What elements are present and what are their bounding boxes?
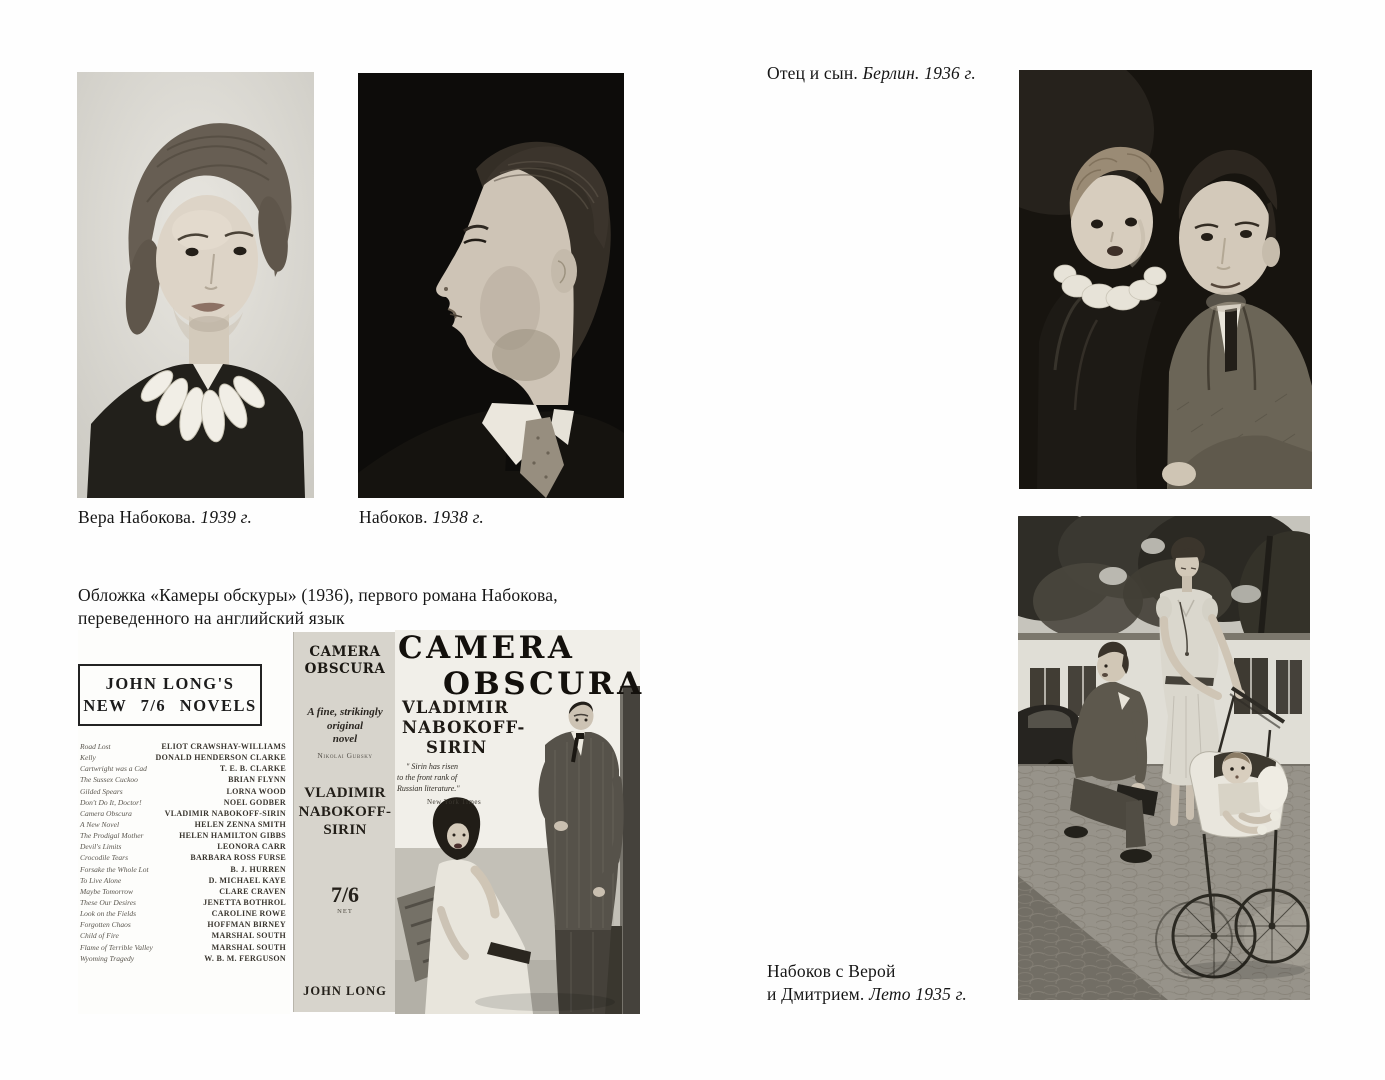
novel-author: BRIAN FLYNN <box>228 775 286 785</box>
novel-author: HOFFMAN BIRNEY <box>207 920 286 930</box>
caption-vera <box>78 506 252 529</box>
novel-row <box>80 853 286 864</box>
caption-nabokov-text: Набоков. <box>359 507 428 527</box>
caption-family-date: Лето 1935 г. <box>869 984 967 1004</box>
caption-nabokov-date: 1938 г. <box>432 507 484 527</box>
novel-title: Camera Obscura <box>80 808 132 818</box>
front-title-line2: OBSCURA <box>443 666 645 702</box>
caption-family-line2 <box>767 983 967 1006</box>
flap-header-line2: NEW 7/6 NOVELS <box>83 696 257 715</box>
novel-author: DONALD HENDERSON CLARKE <box>155 753 286 763</box>
novel-title: Don't Do It, Doctor! <box>80 797 142 807</box>
novel-row <box>80 842 286 853</box>
spine-publisher: JOHN LONG <box>303 984 387 998</box>
novel-row <box>80 954 286 965</box>
novel-author: MARSHAL SOUTH <box>211 931 286 941</box>
novel-title: Forsake the Whole Lot <box>80 864 149 874</box>
spine-title <box>294 644 396 678</box>
novel-author: HELEN HAMILTON GIBBS <box>179 831 286 841</box>
novel-row <box>80 909 286 920</box>
novel-title: Cartwright was a Cad <box>80 764 147 774</box>
nabokov-profile-illustration <box>358 73 624 498</box>
novel-author: JENETTA BOTHROL <box>203 897 286 907</box>
caption-nabokov <box>359 506 484 529</box>
book-cover-camera-obscura <box>78 630 645 1014</box>
novel-title: Look on the Fields <box>80 909 137 919</box>
novel-author: T. E. B. CLARKE <box>219 764 286 774</box>
front-review-quote: " Sirin has risen to the front rank of Russian literature." <box>397 762 460 793</box>
caption-vera-date: 1939 г. <box>200 507 253 527</box>
cover-flap-john-longs-novels <box>78 630 290 1014</box>
novel-author: D. MICHAEL KAYE <box>208 875 286 885</box>
family-stroller-illustration <box>1018 516 1310 1000</box>
novel-row <box>80 787 286 798</box>
novel-title: Devil's Limits <box>80 842 122 852</box>
novel-author: CAROLINE ROWE <box>211 909 286 919</box>
novel-title: These Our Desires <box>80 897 136 907</box>
spine-blurb-attribution: Nikolai Gubsky <box>317 751 373 760</box>
photo-nabokov-profile <box>358 73 624 498</box>
novel-row <box>80 775 286 786</box>
cover-front <box>395 630 645 1014</box>
photo-family-with-stroller <box>1018 516 1310 1000</box>
novel-author: MARSHAL SOUTH <box>211 942 286 952</box>
spine-title-line2: OBSCURA <box>304 661 386 677</box>
flap-header-line1: JOHN LONG'S <box>105 674 235 693</box>
caption-vera-text: Вера Набокова. <box>78 507 196 527</box>
caption-family-line1: Набоков с Верой <box>767 961 896 981</box>
novel-title: Child of Fire <box>80 931 119 941</box>
flap-novel-list <box>80 742 286 965</box>
novel-author: LEONORA CARR <box>217 842 286 852</box>
novel-row <box>80 798 286 809</box>
spine-title-line1: CAMERA <box>309 644 381 660</box>
novel-title: The Prodigal Mother <box>80 831 144 841</box>
novel-author: VLADIMIR NABOKOFF-SIRIN <box>164 808 286 818</box>
novel-title: Wyoming Tragedy <box>80 953 135 963</box>
novel-author: BARBARA ROSS FURSE <box>190 853 286 863</box>
caption-father-son-text: Отец и сын. <box>767 63 858 83</box>
novel-row <box>80 865 286 876</box>
window-frame-strip <box>623 686 640 1014</box>
caption-family-line2-text: и Дмитрием. <box>767 984 865 1004</box>
novel-author: CLARE CRAVEN <box>219 886 286 896</box>
novel-row <box>80 876 286 887</box>
novel-row <box>80 742 286 753</box>
front-author: VLADIMIR NABOKOFF- SIRIN <box>402 698 526 757</box>
front-title-line1: CAMERA <box>398 630 576 666</box>
novel-title: Kelly <box>80 753 96 763</box>
novel-row <box>80 820 286 831</box>
novel-row <box>80 887 286 898</box>
novel-title: The Sussex Cuckoo <box>80 775 138 785</box>
caption-father-son-date: Берлин. 1936 г. <box>862 63 976 83</box>
spine-author: VLADIMIR NABOKOFF- SIRIN <box>298 785 392 838</box>
novel-title: Gilded Spears <box>80 786 123 796</box>
profile-ear <box>551 249 577 293</box>
father-son-illustration <box>1019 70 1312 489</box>
novel-title: Road Lost <box>80 742 111 751</box>
caption-family <box>767 960 967 1006</box>
novel-author: LORNA WOOD <box>226 786 286 796</box>
front-quote-attribution: New York Times <box>427 798 482 806</box>
novel-title: Forgotten Chaos <box>80 920 131 930</box>
caption-book-cover-line1: Обложка «Камеры обскуры» (1936), первого романа Набокова, <box>78 585 558 605</box>
caption-father-son <box>767 62 976 85</box>
novel-title: A New Novel <box>80 819 120 829</box>
novel-row <box>80 764 286 775</box>
vera-portrait-illustration <box>77 72 314 498</box>
photo-father-and-son <box>1019 70 1312 489</box>
caption-book-cover <box>78 584 558 630</box>
novel-author: W. B. M. FERGUSON <box>204 953 286 963</box>
novel-row <box>80 809 286 820</box>
novel-row <box>80 898 286 909</box>
novel-title: Crocodile Tears <box>80 853 128 863</box>
novel-row <box>80 943 286 954</box>
novel-row <box>80 831 286 842</box>
spine-blurb: A fine, strikingly original novel <box>307 706 383 745</box>
novel-author: HELEN ZENNA SMITH <box>194 819 286 829</box>
photo-vera-nabokova <box>77 72 314 498</box>
flap-header-box <box>78 664 262 726</box>
novel-row <box>80 753 286 764</box>
novel-title: Maybe Tomorrow <box>80 886 133 896</box>
novel-title: To Live Alone <box>80 875 122 885</box>
novel-row <box>80 931 286 942</box>
novel-author: B. J. HURREN <box>230 864 286 874</box>
spine-price-note: NET <box>337 908 353 915</box>
spine-price: 7/6 <box>330 882 360 907</box>
caption-book-cover-line2: переведенного на английский язык <box>78 608 345 628</box>
novel-row <box>80 920 286 931</box>
novel-title: Flame of Terrible Valley <box>80 942 153 952</box>
novel-author: ELIOT CRAWSHAY-WILLIAMS <box>161 742 286 751</box>
novel-author: NOEL GODBER <box>223 797 286 807</box>
cover-spine <box>293 632 397 1012</box>
